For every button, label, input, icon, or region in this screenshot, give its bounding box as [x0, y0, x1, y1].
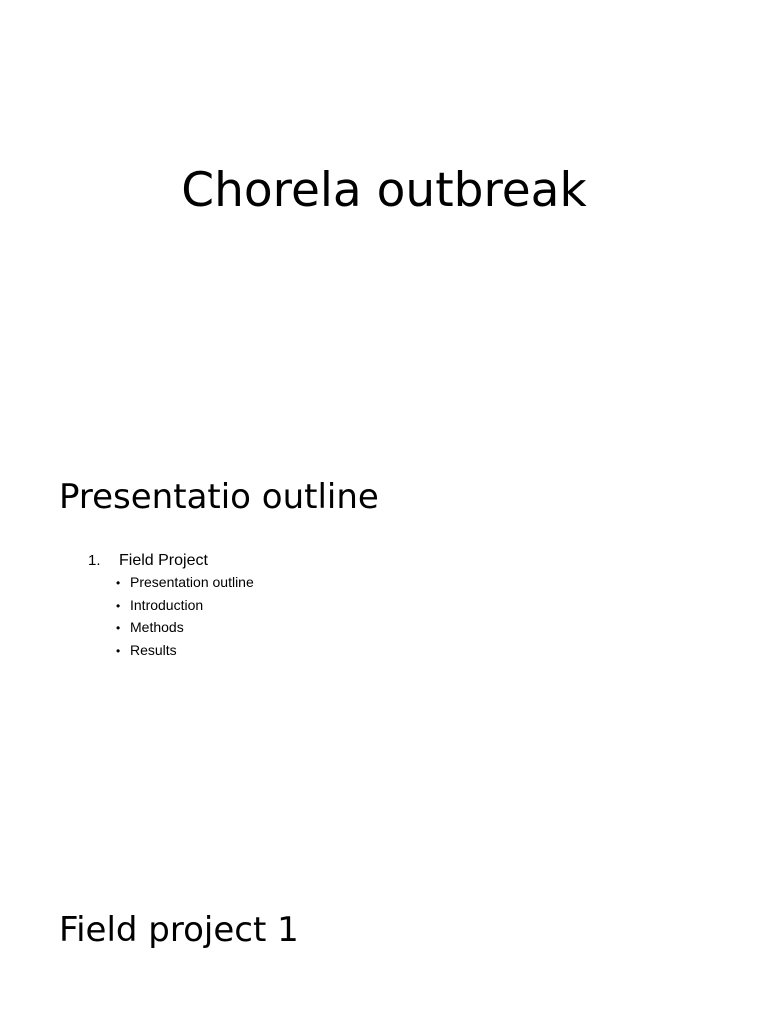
list-item: [116, 595, 254, 618]
bullet-icon: •: [116, 598, 121, 613]
bullet-icon: •: [116, 576, 121, 590]
outline-sublist: [88, 572, 254, 662]
slide-2-title: Presentatio outline: [59, 477, 379, 517]
slide-1-title: Chorela outbreak: [181, 163, 587, 218]
slide-3-title: Field project 1: [59, 910, 299, 950]
list-item-label: Methods: [130, 619, 184, 635]
list-item: [116, 640, 254, 663]
list-item-label: Introduction: [130, 596, 204, 613]
outline-list: [88, 550, 254, 662]
outline-item: [88, 550, 254, 662]
outline-item-label: Field Project: [119, 552, 208, 569]
list-number: 1.: [88, 552, 101, 569]
list-item-label: Results: [130, 641, 177, 658]
bullet-icon: •: [116, 621, 121, 635]
list-item: [116, 617, 254, 640]
list-item: [116, 572, 254, 595]
bullet-icon: •: [116, 643, 121, 658]
list-item-label: Presentation outline: [130, 574, 254, 590]
